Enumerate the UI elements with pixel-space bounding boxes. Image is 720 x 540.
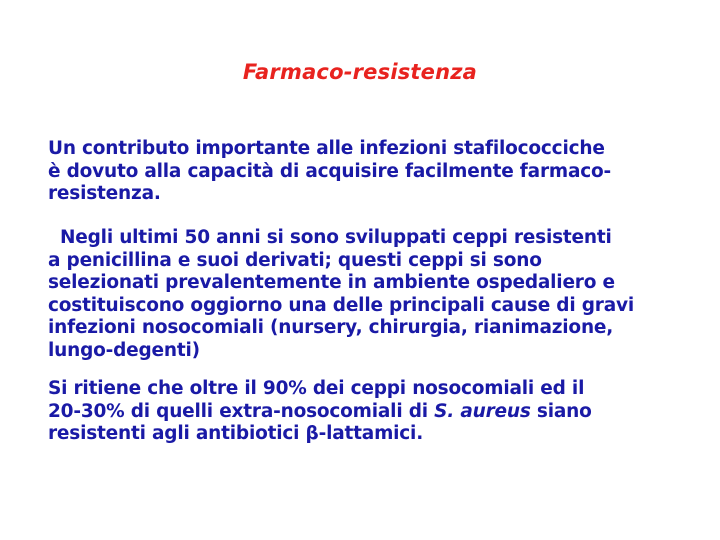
paragraph-2-line: Negli ultimi 50 anni si sono sviluppati ceppi resistenti [60,227,612,248]
paragraph-3-text: -lattamici. [318,423,424,444]
paragraph-3-text: resistenti agli antibiotici [48,423,306,444]
paragraph-1-line: resistenza. [48,183,161,204]
beta-symbol: β [305,423,319,444]
slide-title: Farmaco-resistenza [242,60,478,84]
paragraph-1-line: è dovuto alla capacità di acquisire facilmente farmaco- [48,160,611,182]
species-name: S. aureus [434,400,531,422]
paragraph-2-line: lungo-degenti) [48,339,200,361]
paragraph-3-line: Si ritiene che oltre il 90% dei ceppi nosocomiali ed il [48,378,585,399]
paragraph-3-text: siano [530,400,592,422]
paragraph-1 [48,138,688,206]
paragraph-2-line: infezioni nosocomiali (nursery, chirurgia, rianimazione, [48,317,614,338]
paragraph-2-line: costituiscono oggiorno una delle principali cause di gravi [48,294,634,316]
paragraph-3-line [48,401,688,424]
paragraph-2-line: a penicillina e suoi derivati; questi ceppi si sono [48,249,542,271]
paragraph-3-text: 20-30% di quelli extra-nosocomiali di [48,400,435,422]
paragraph-1-line: Un contributo importante alle infezioni stafilococciche [48,138,605,159]
paragraph-3 [48,378,688,446]
paragraph-3-line [48,423,688,446]
paragraph-2-line: selezionati prevalentemente in ambiente ospedaliero e [48,272,615,293]
paragraph-2 [48,227,688,362]
